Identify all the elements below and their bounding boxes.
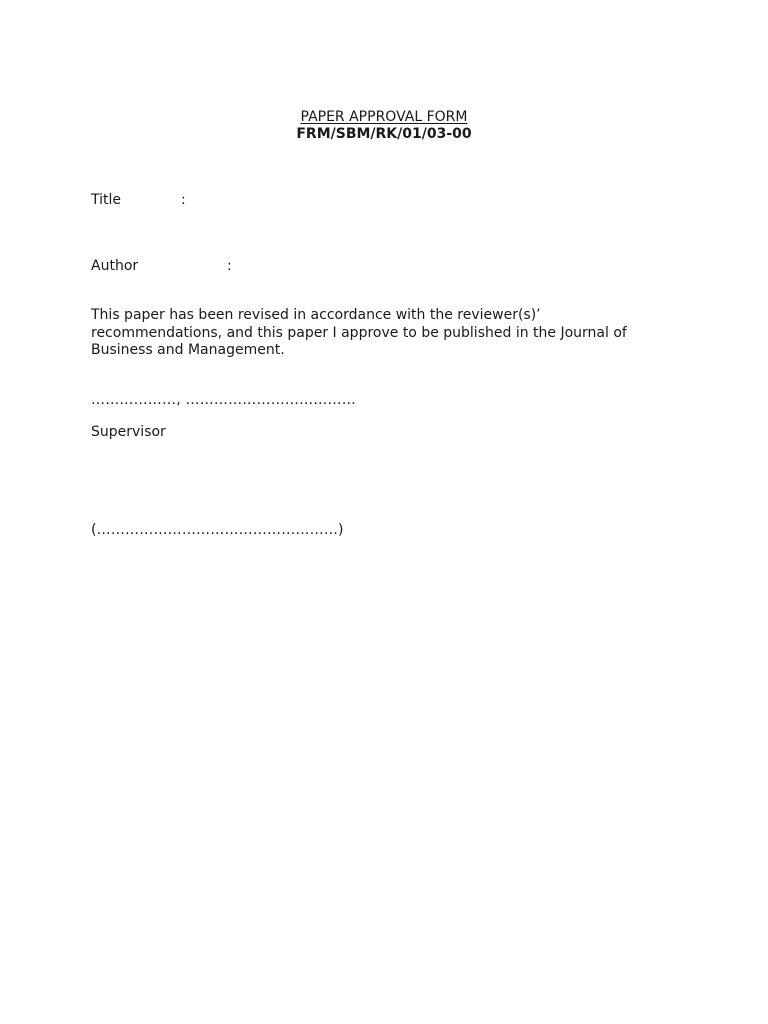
form-code: FRM/SBM/RK/01/03-00 (296, 126, 472, 142)
place-date-line: ………………, ……………………………… (91, 392, 356, 408)
author-label: Author (91, 258, 139, 274)
approval-statement: This paper has been revised in accordance with the reviewer(s)’ recommendations, and this paper I approve to be published in the Journal of Business and Management. (91, 307, 627, 358)
signature-line: (……………………………………………) (91, 522, 344, 538)
title-label: Title (91, 192, 122, 208)
form-title: PAPER APPROVAL FORM (300, 109, 468, 125)
title-colon: : (181, 192, 186, 208)
supervisor-label: Supervisor (91, 424, 166, 440)
author-colon: : (227, 258, 232, 274)
